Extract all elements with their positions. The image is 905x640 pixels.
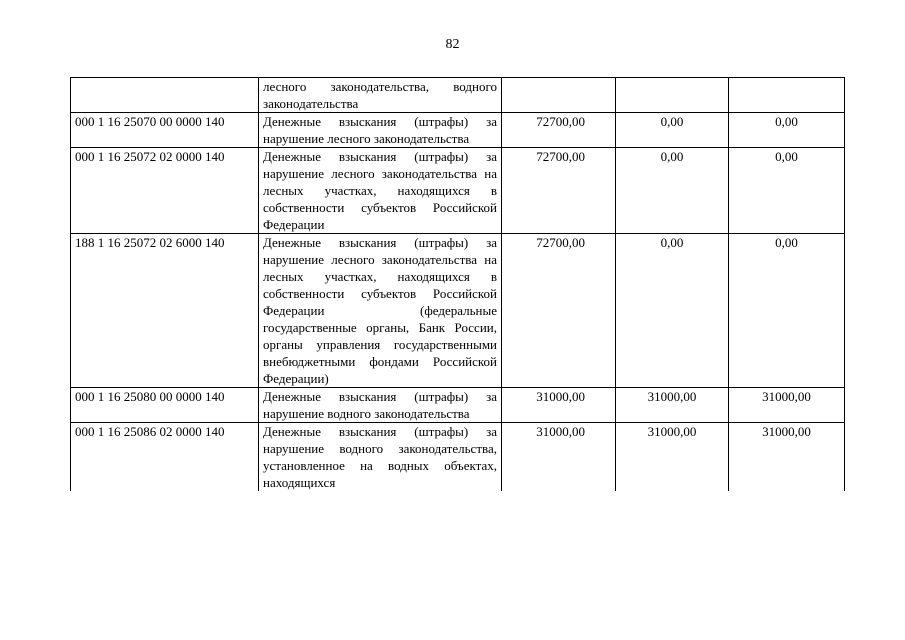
amount-year-3-cell: 0,00 [729,148,845,234]
table-row [71,78,845,113]
amount-year-1-cell [502,78,616,113]
budget-code-cell: 000 1 16 25070 00 0000 140 [71,113,259,148]
revenue-name-cell: Денежные взыскания (штрафы) за нарушение лесного законодательства на лесных участках, находящихся в собственности субъектов Российской Федерации [259,148,502,234]
amount-year-1-cell: 72700,00 [502,113,616,148]
table-row [71,113,845,148]
amount-year-3-cell: 0,00 [729,234,845,388]
amount-year-2-cell [616,78,729,113]
amount-year-2-cell: 31000,00 [616,423,729,492]
table-row [71,234,845,388]
revenue-name-cell: Денежные взыскания (штрафы) за нарушение лесного законодательства на лесных участках, находящихся в собственности субъектов Российской Федерации (федеральные государственные органы, Банк России, органы управления государственными внебюджетными фондами Российской Федерации) [259,234,502,388]
revenue-name-cell: Денежные взыскания (штрафы) за нарушение водного законодательства [259,388,502,423]
amount-year-1-cell: 72700,00 [502,234,616,388]
budget-code-cell: 188 1 16 25072 02 6000 140 [71,234,259,388]
amount-year-1-cell: 31000,00 [502,423,616,492]
budget-revenue-table [70,77,845,491]
budget-code-cell: 000 1 16 25072 02 0000 140 [71,148,259,234]
amount-year-2-cell: 0,00 [616,148,729,234]
amount-year-3-cell: 31000,00 [729,388,845,423]
revenue-name-cell: лесного законодательства, водного законодательства [259,78,502,113]
revenue-name-cell: Денежные взыскания (штрафы) за нарушение водного законодательства, установленное на водных объектах, находящихся [259,423,502,492]
table-row [71,388,845,423]
amount-year-1-cell: 31000,00 [502,388,616,423]
table-row [71,148,845,234]
budget-code-cell [71,78,259,113]
amount-year-2-cell: 0,00 [616,234,729,388]
budget-code-cell: 000 1 16 25080 00 0000 140 [71,388,259,423]
amount-year-1-cell: 72700,00 [502,148,616,234]
amount-year-3-cell: 0,00 [729,113,845,148]
amount-year-2-cell: 31000,00 [616,388,729,423]
revenue-name-cell: Денежные взыскания (штрафы) за нарушение лесного законодательства [259,113,502,148]
page-number: 82 [445,37,460,52]
amount-year-2-cell: 0,00 [616,113,729,148]
table-row [71,423,845,492]
amount-year-3-cell: 31000,00 [729,423,845,492]
amount-year-3-cell [729,78,845,113]
budget-code-cell: 000 1 16 25086 02 0000 140 [71,423,259,492]
